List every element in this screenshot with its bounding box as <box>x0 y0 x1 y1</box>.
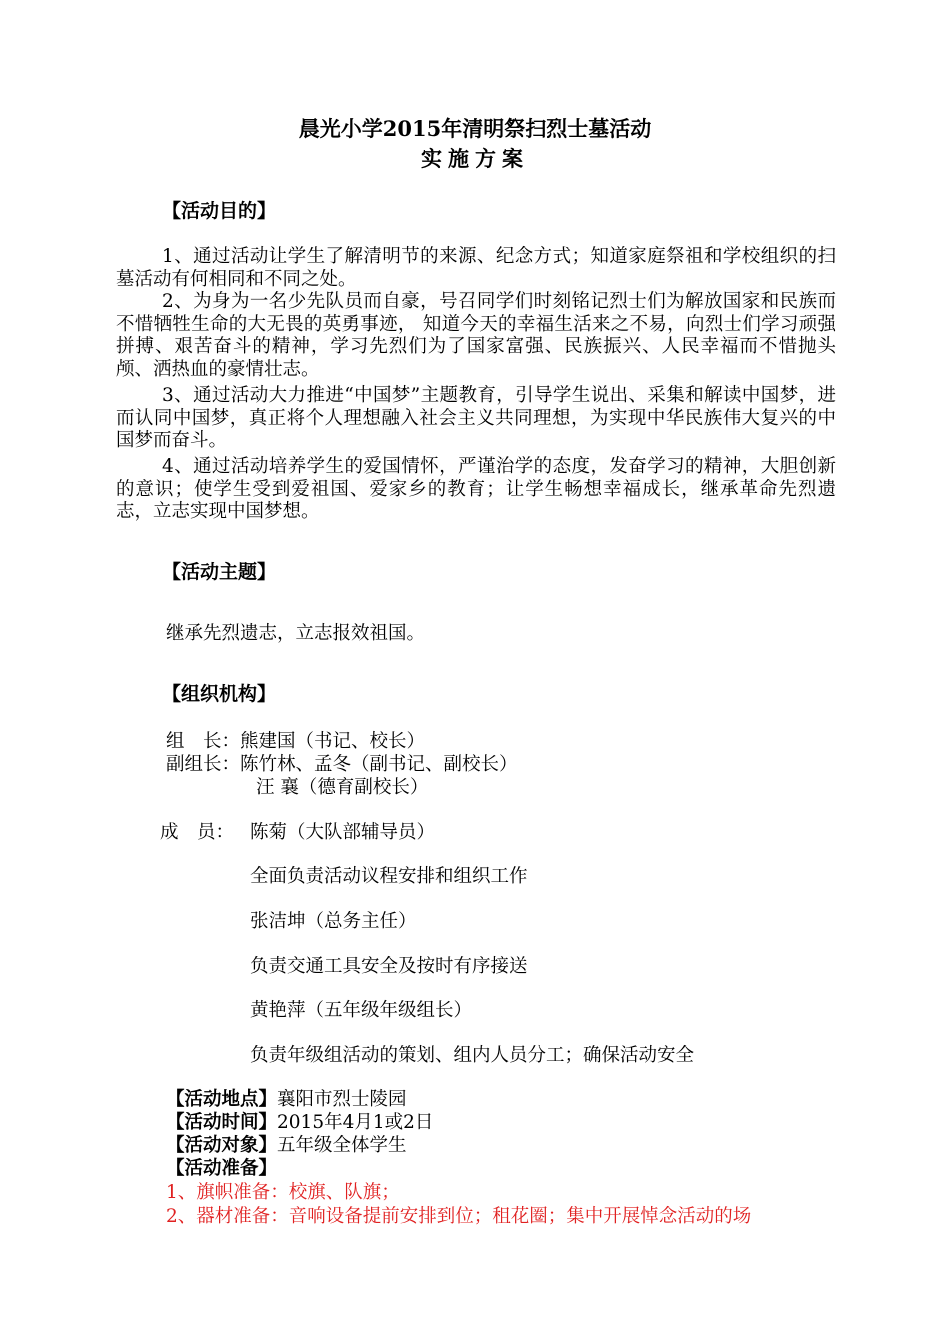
purpose-paragraph-3: 3、通过活动大力推进“中国梦”主题教育，引导学生说出、采集和解读中国梦，进而认同中国梦，真正将个人理想融入社会主义共同理想，为实现中华民族伟大复兴的中国梦而奋斗。 <box>116 385 836 451</box>
time-value: 2015年4月1或2日 <box>277 1112 434 1133</box>
section-heading-theme: 【活动主题】 <box>162 561 277 583</box>
preparation-item-1: 1、旗帜准备：校旗、队旗； <box>166 1182 400 1203</box>
purpose-paragraph-2: 2、为身为一名少先队员而自豪，号召同学们时刻铭记烈士们为解放国家和民族而不惜牺牲生命的大无畏的英勇事迹， 知道今天的幸福生活来之不易，向烈士们学习顽强拼搏、艰苦奋斗的精神，学习先烈们为了国家富强、民族振兴、人民幸福而不惜抛头颅、洒热血的豪情壮志。 <box>116 291 836 380</box>
org-members-label: 成 员： <box>160 822 235 843</box>
preparation-item-2: 2、器材准备：音响设备提前安排到位；租花圈；集中开展悼念活动的场 <box>166 1206 752 1227</box>
org-member-3: 黄艳萍（五年级年级组长） <box>250 1000 473 1021</box>
org-member-2: 张洁坤（总务主任） <box>250 911 417 932</box>
org-member-1-duty: 全面负责活动议程安排和组织工作 <box>250 866 528 887</box>
document-title: 晨光小学2015年清明祭扫烈士墓活动 <box>298 116 652 141</box>
time-label: 【活动时间】 <box>166 1112 278 1133</box>
purpose-paragraph-4: 4、通过活动培养学生的爱国情怀，严谨治学的态度，发奋学习的精神，大胆创新的意识；使学生受到爱祖国、爱家乡的教育；让学生畅想幸福成长，继承革命先烈遗志，立志实现中国梦想。 <box>116 456 836 522</box>
org-deputy-2: 汪 襄（德育副校长） <box>256 777 429 798</box>
location-value: 襄阳市烈士陵园 <box>277 1089 407 1110</box>
org-member-1: 陈菊（大队部辅导员） <box>250 822 436 843</box>
target-label: 【活动对象】 <box>166 1135 278 1156</box>
org-deputy-1: 副组长：陈竹林、孟冬（副书记、副校长） <box>166 754 518 775</box>
section-heading-organization: 【组织机构】 <box>162 683 277 705</box>
preparation-label: 【活动准备】 <box>166 1158 278 1179</box>
location-label: 【活动地点】 <box>166 1089 278 1110</box>
org-leader: 组 长：熊建国（书记、校长） <box>166 731 426 752</box>
document-subtitle: 实施方案 <box>421 146 529 171</box>
theme-text: 继承先烈遗志，立志报效祖国。 <box>166 623 426 644</box>
target-value: 五年级全体学生 <box>277 1135 407 1156</box>
section-heading-purpose: 【活动目的】 <box>162 200 277 222</box>
org-member-3-duty: 负责年级组活动的策划、组内人员分工；确保活动安全 <box>250 1045 695 1066</box>
purpose-paragraph-1: 1、通过活动让学生了解清明节的来源、纪念方式；知道家庭祭祖和学校组织的扫墓活动有何相同和不同之处。 <box>116 246 836 290</box>
org-member-2-duty: 负责交通工具安全及按时有序接送 <box>250 956 528 977</box>
